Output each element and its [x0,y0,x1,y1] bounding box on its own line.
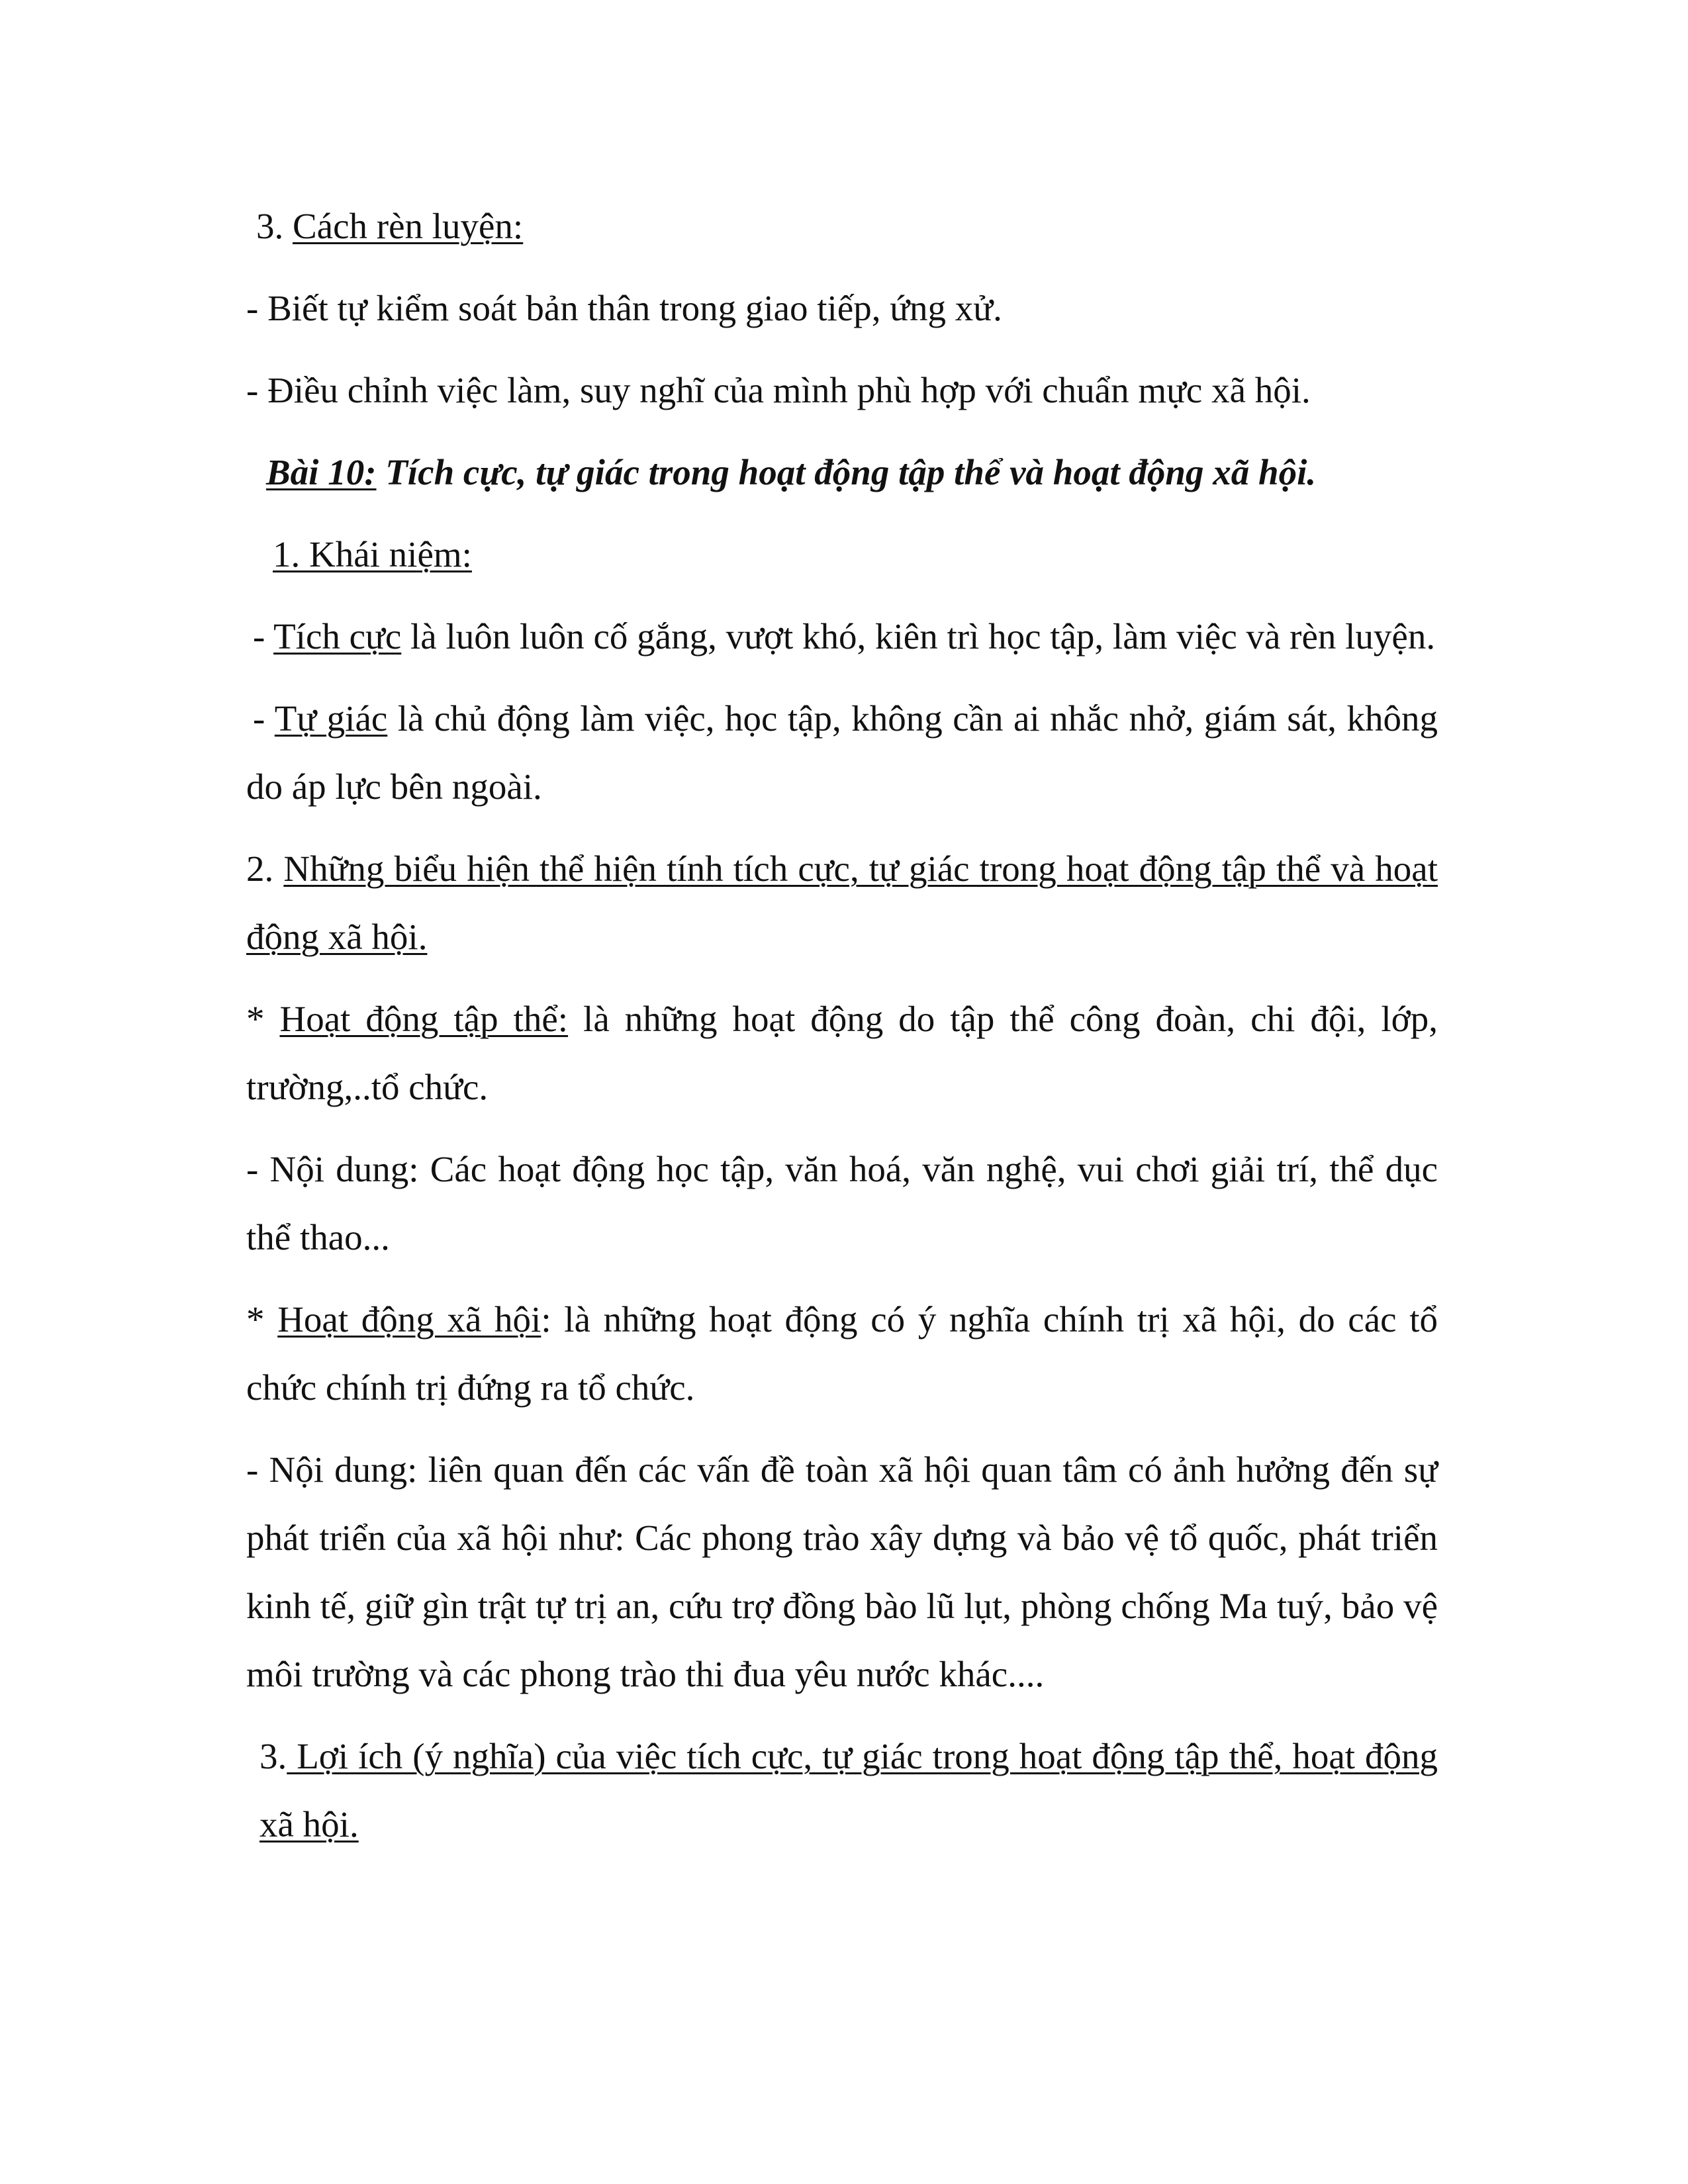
section-3-heading: 3. Cách rèn luyện: [256,206,524,246]
term-positive: Tích cực [273,616,402,657]
section-3-item-1: - Biết tự kiểm soát bản thân trong giao tiếp, ứng xử. [246,288,1002,328]
concept-positive: - Tích cực là luôn luôn cố gắng, vượt khó, kiên trì học tập, làm việc và rèn luyện. [253,616,1436,657]
term-social: Hoạt động xã hội [277,1299,541,1340]
social-activity: * Hoạt động xã hội: là những hoạt động có ý nghĩa chính trị xã hội, do các tổ chức chính trị đứng ra tổ chức. [246,1299,1438,1408]
benefits-heading-text: Lợi ích (ý nghĩa) của việc tích cực, tự giác trong hoạt động tập thể, hoạt động xã hội. [259,1736,1438,1844]
expressions-heading: 2. Những biểu hiện thể hiện tính tích cực, tự giác trong hoạt động tập thể và hoạt động xã hội. [246,848,1438,957]
collective-content: - Nội dung: Các hoạt động học tập, văn hoá, văn nghệ, vui chơi giải trí, thể dục thể thao... [246,1149,1438,1257]
section-3-item-2: - Điều chỉnh việc làm, suy nghĩ của mình phù hợp với chuẩn mực xã hội. [246,370,1311,410]
term-selfaware: Tự giác [274,698,388,739]
section-3-heading-text: Cách rèn luyện: [293,206,524,246]
concept-selfaware: - Tự giác là chủ động làm việc, học tập, không cần ai nhắc nhở, giám sát, không do áp lực bên ngoài. [246,698,1438,807]
concept-heading: 1. Khái niệm: [273,534,472,574]
collective-activity: * Hoạt động tập thể: là những hoạt động do tập thể công đoàn, chi đội, lớp, trường,..tổ chức. [246,999,1438,1107]
social-content: - Nội dung: liên quan đến các vấn đề toàn xã hội quan tâm có ảnh hưởng đến sự phát triển của xã hội như: Các phong trào xây dựng và bảo vệ tổ quốc, phát triển kinh tế, giữ gìn trật tự trị an, cứu trợ đồng bào lũ lụt, phòng chống Ma tuý, bảo vệ môi trường và các phong trào thi đua yêu nước khác.... [246,1449,1438,1694]
expressions-heading-text: Những biểu hiện thể hiện tính tích cực, tự giác trong hoạt động tập thể và hoạt động xã hội. [246,848,1438,957]
lesson-title-text: Tích cực, tự giác trong hoạt động tập thể và hoạt động xã hội. [376,452,1317,492]
document-page [246,192,1438,1872]
lesson-label: Bài 10: [266,452,377,492]
benefits-heading: 3. Lợi ích (ý nghĩa) của việc tích cực, tự giác trong hoạt động tập thể, hoạt động xã hội. [259,1736,1438,1844]
term-collective: Hoạt động tập thể: [279,999,569,1039]
lesson-title [246,438,1438,506]
